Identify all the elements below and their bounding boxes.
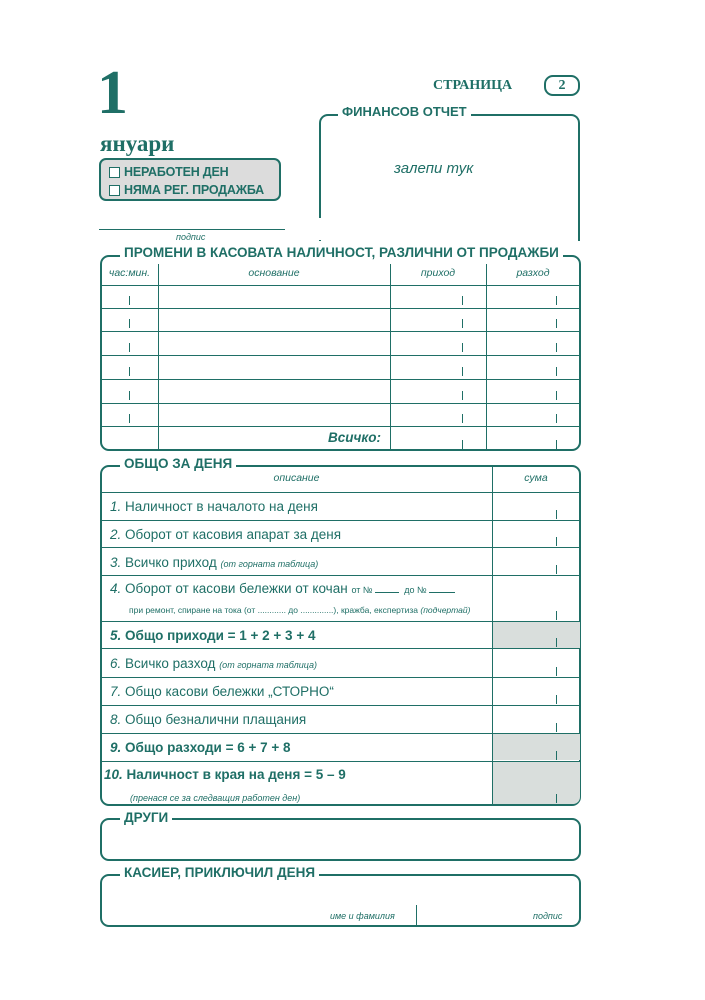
- day-row-line: [101, 677, 580, 678]
- col-time: час:мин.: [108, 267, 151, 279]
- cashier-title: КАСИЕР, ПРИКЛЮЧИЛ ДЕНЯ: [120, 865, 319, 880]
- checkbox-no-sales[interactable]: [109, 185, 120, 196]
- day-row-3: 3. Всичко приход (от горната таблица): [110, 555, 319, 570]
- day-row-line: [101, 705, 580, 706]
- day-row-line: [101, 547, 580, 548]
- day-row-9: 9. Общо разходи = 6 + 7 + 8: [110, 740, 291, 755]
- day-col-divider: [492, 466, 493, 805]
- day-row-4: 4. Оборот от касови бележки от кочан от № до №: [110, 581, 455, 596]
- cash-row-line: [101, 426, 580, 427]
- day-row-line: [101, 520, 580, 521]
- checkbox-no-sales-label: НЯМА РЕГ. ПРОДАЖБА: [124, 183, 264, 197]
- cash-row-line: [101, 308, 580, 309]
- checkbox-non-working[interactable]: [109, 167, 120, 178]
- cash-col-divider: [390, 264, 391, 450]
- day-row-8: 8. Общо безналични плащания: [110, 712, 307, 727]
- day-row-5: 5. Общо приходи = 1 + 2 + 3 + 4: [110, 628, 316, 643]
- shaded-cell-end-balance: [493, 761, 580, 804]
- month-label: януари: [100, 131, 175, 156]
- status-checkbox-group: [99, 158, 281, 201]
- day-row-1: 1. Наличност в началото на деня: [110, 499, 318, 514]
- page-number: 2: [544, 75, 580, 96]
- financial-report-title: ФИНАНСОВ ОТЧЕТ: [338, 104, 471, 119]
- day-row-10-note: (пренася се за следващия работен ден): [130, 793, 301, 803]
- cash-row-line: [101, 355, 580, 356]
- cash-row-line: [101, 403, 580, 404]
- page-label: СТРАНИЦА: [433, 78, 513, 93]
- col-description: описание: [273, 472, 320, 484]
- cash-col-divider: [486, 264, 487, 450]
- checkbox-no-sales-row[interactable]: [109, 181, 279, 199]
- day-row-2: 2. Оборот от касовия апарат за деня: [110, 527, 342, 542]
- day-total-title: ОБЩО ЗА ДЕНЯ: [120, 456, 236, 471]
- cash-row-line: [101, 379, 580, 380]
- day-row-7: 7. Общо касови бележки „СТОРНО“: [110, 684, 334, 699]
- signature-line[interactable]: [99, 229, 285, 230]
- signature-label: подпис: [176, 232, 206, 242]
- day-row-line: [101, 492, 580, 493]
- other-title: ДРУГИ: [120, 810, 172, 825]
- cash-row-line: [101, 331, 580, 332]
- day-row-10: 10. Наличност в края на деня = 5 – 9: [104, 767, 346, 782]
- shaded-cell-total-income: [493, 621, 580, 648]
- paste-here-label: залепи тук: [394, 160, 474, 177]
- day-row-line: [101, 648, 580, 649]
- col-amount: сума: [524, 472, 548, 484]
- day-number: 1: [97, 59, 128, 127]
- cashier-signature-field[interactable]: [418, 900, 578, 920]
- cash-total-label: Всичко:: [328, 430, 381, 445]
- cash-row-line: [101, 285, 580, 286]
- checkbox-non-working-label: НЕРАБОТЕН ДЕН: [124, 165, 229, 179]
- cash-changes-title: ПРОМЕНИ В КАСОВАТА НАЛИЧНОСТ, РАЗЛИЧНИ ОТ ПРОДАЖБИ: [120, 245, 563, 260]
- day-row-line: [101, 761, 580, 762]
- col-income: приход: [420, 267, 456, 279]
- cashier-name-field[interactable]: [102, 900, 414, 920]
- day-row-line: [101, 621, 580, 622]
- day-row-line: [101, 575, 580, 576]
- cashier-divider: [416, 905, 417, 926]
- shaded-cell-total-expense: [493, 733, 580, 760]
- col-expense: разход: [516, 267, 550, 279]
- day-row-6: 6. Всичко разход (от горната таблица): [110, 656, 317, 671]
- cash-col-divider: [158, 264, 159, 450]
- cashier-name-label: име и фамилия: [330, 911, 395, 921]
- day-row-line: [101, 733, 580, 734]
- col-reason: основание: [248, 267, 300, 279]
- day-row-4-subline: при ремонт, спиране на тока (от ............ до ..............), кражба, експертиза (подчертай): [129, 605, 471, 615]
- checkbox-non-working-row[interactable]: [109, 163, 279, 181]
- financial-report-box: [319, 114, 580, 241]
- cashier-signature-label: подпис: [533, 911, 563, 921]
